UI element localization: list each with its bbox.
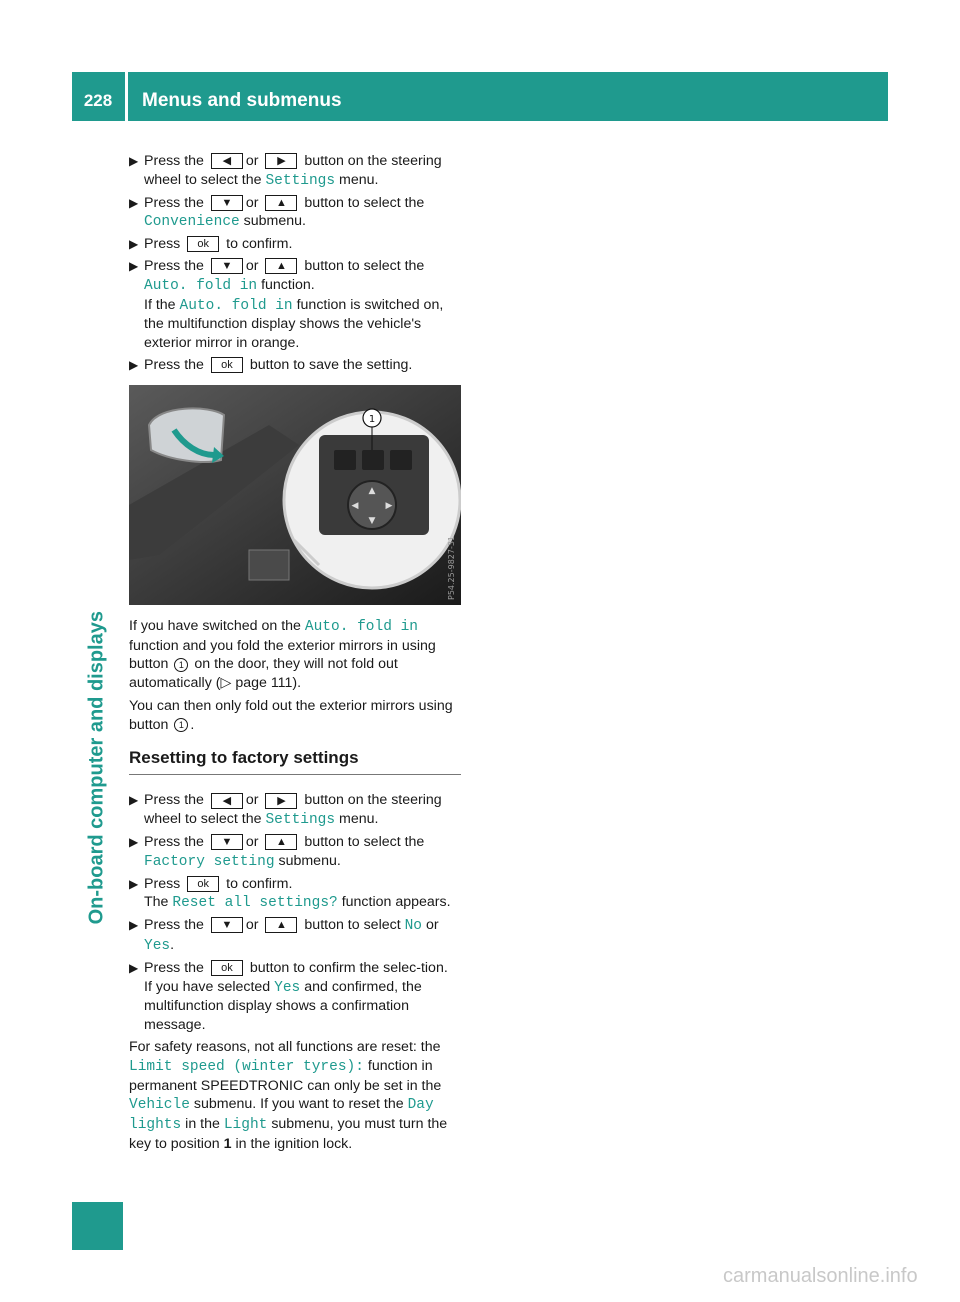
door-panel-illustration [129,385,461,605]
ok-key-icon: ok [211,960,243,976]
step-arrow-icon: ▶ [129,195,139,210]
step-arrow-icon: ▶ [129,357,139,372]
chapter-sidebar [72,121,123,925]
page-number: 228 [83,91,113,110]
door-mirror-photo [129,385,461,605]
left-key-icon: ◀ [211,153,243,169]
svg-text:▲: ▲ [368,485,376,496]
step-arrow-icon: ▶ [129,960,139,975]
page-link[interactable]: page 111). [235,675,302,692]
paragraph: For safety reasons, not all functions are reset: the Limit speed (winter tyres): function in permanent SPEEDTRONIC can only be set in the Vehicle submenu. If you want to reset the Day lights in the Light submenu, you must turn the key to position 1 in the ignition lock. [129,1038,448,1152]
chapter-title: On-board computer and displays [85,611,108,925]
step-arrow-icon: ▶ [129,876,139,891]
ok-key-icon: ok [187,876,219,892]
svg-text:1: 1 [368,413,376,425]
main-column [129,152,461,1158]
right-key-icon: ▶ [265,793,297,809]
step-arrow-icon: ▶ [129,237,139,252]
page-title: Menus and submenus [142,90,342,111]
instruction-step: ▶ Press the ok button to save the setting. [129,356,413,373]
header-divider [125,72,128,121]
step-arrow-icon: ▶ [129,258,139,273]
up-key-icon: ▲ [265,917,297,933]
sidebar-tab [72,1202,123,1250]
right-key-icon: ▶ [265,153,297,169]
instruction-step: ▶ Press ok to confirm. The Reset all settings? function appears. [129,875,451,912]
ok-key-icon: ok [187,236,219,252]
paragraph: You can then only fold out the exterior mirrors using button 1 . [129,697,453,733]
svg-text:▶: ▶ [385,500,393,511]
instruction-step: ▶ Press ok to confirm. [129,236,293,253]
watermark: carmanualsonline.info [723,1265,918,1287]
down-key-icon: ▼ [211,195,243,211]
paragraph: If you have switched on the Auto. fold in function and you fold the exterior mirrors in using button 1 on the door, they will not fold out automatically (▷ page 111). [129,617,436,692]
instruction-step: ▶ Press the ▼ or ▲ button to select the Auto. fold in function. If the Auto. fold in function is switched on, the multifunction display shows the vehicle's exterior mirror in orange. [129,257,444,352]
down-key-icon: ▼ [211,258,243,274]
svg-text:▼: ▼ [368,515,376,526]
callout-1-icon: 1 [174,658,188,672]
step-arrow-icon: ▶ [129,793,139,808]
instruction-step: ▶ Press the ▼ or ▲ button to select the Factory setting submenu. [129,833,425,870]
instruction-step: ▶ Press the ▼ or ▲ button to select No or Yes. [129,917,439,954]
step-arrow-icon: ▶ [129,918,139,933]
svg-text:P54.25-9827-31: P54.25-9827-31 [447,535,456,600]
instruction-step: ▶ Press the ok button to confirm the selec-tion. If you have selected Yes and confirmed, the multifunction display shows a confirmation message. [129,959,448,1034]
up-key-icon: ▲ [265,195,297,211]
instruction-step: ▶ Press the ◀ or ▶ button on the steering wheel to select the Settings menu. [129,153,442,189]
left-key-icon: ◀ [211,793,243,809]
section-heading: Resetting to factory settings [129,749,461,776]
up-key-icon: ▲ [265,258,297,274]
callout-1-icon: 1 [174,718,188,732]
instruction-step: ▶ Press the ◀ or ▶ button on the steering wheel to select the Settings menu. [129,792,442,829]
svg-text:◀: ◀ [351,500,359,511]
step-arrow-icon: ▶ [129,154,139,168]
down-key-icon: ▼ [211,917,243,933]
ok-key-icon: ok [211,357,243,373]
down-key-icon: ▼ [211,834,243,850]
up-key-icon: ▲ [265,834,297,850]
page-ref-icon: ▷ [220,675,232,692]
step-arrow-icon: ▶ [129,834,139,849]
instruction-step: ▶ Press the ▼ or ▲ button to select the Convenience submenu. [129,194,425,231]
